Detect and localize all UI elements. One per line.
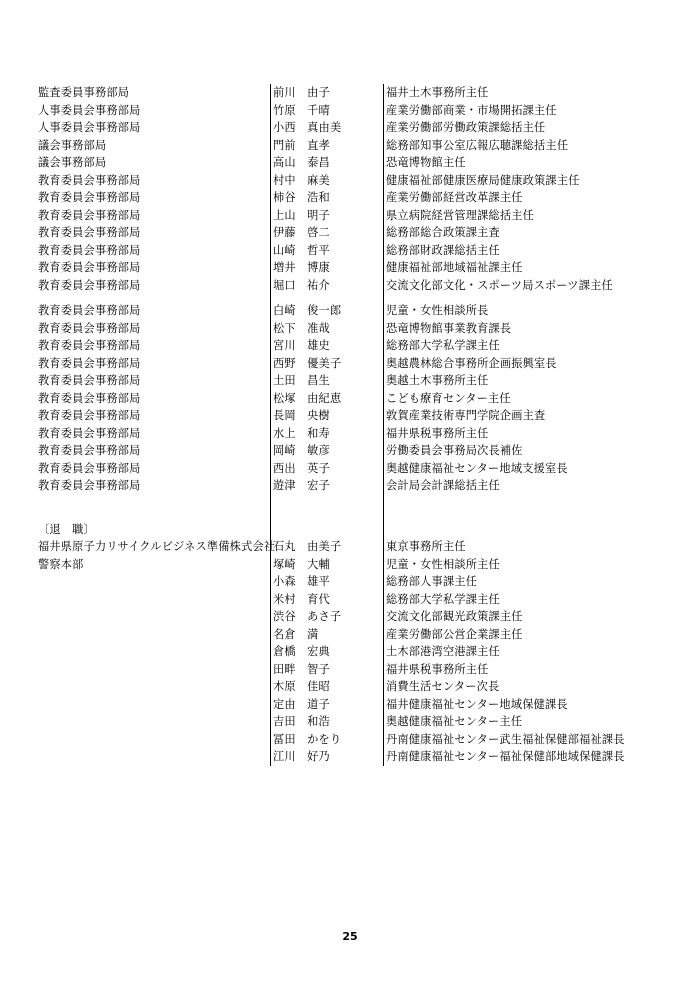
- row-name: 渋谷 あさ子: [273, 610, 342, 623]
- row-position: 総務部人事課主任: [386, 575, 478, 588]
- row-organization: 教育委員会事務部局: [38, 321, 141, 335]
- table-row: [38, 154, 630, 172]
- row-organization: [38, 678, 270, 696]
- section-label: 〔退 職〕: [38, 522, 95, 536]
- row-position: 産業労働部商業・市場開拓課主任: [386, 103, 557, 117]
- table-row: [38, 320, 630, 338]
- table-row: [38, 591, 630, 609]
- row-position: 奥越健康福祉センター地域支援室長: [386, 461, 568, 475]
- row-name: 上山 明子: [273, 208, 330, 222]
- row-organization: 教育委員会事務部局: [38, 356, 141, 370]
- section-label-row: [38, 521, 630, 539]
- row-position: 会計局会計課総括主任: [386, 479, 500, 492]
- table-row: [38, 372, 630, 390]
- row-organization: 人事委員会事務部局: [38, 121, 141, 134]
- row-name: 遊津 宏子: [273, 479, 330, 492]
- row-position: 県立病院経営管理課総括主任: [386, 208, 535, 222]
- table-row: [38, 643, 630, 661]
- row-name: 長岡 央樹: [273, 409, 330, 422]
- row-organization: 教育委員会事務部局: [38, 479, 141, 492]
- row-position: 福井健康福祉センター地域保健課長: [386, 697, 568, 711]
- row-name: 冨田 かをり: [273, 732, 342, 746]
- row-organization: [38, 696, 270, 714]
- row-position: 健康福祉部健康医療局健康政策課主任: [386, 173, 580, 187]
- row-organization: 教育委員会事務部局: [38, 278, 141, 292]
- row-position: 総務部総合政策課主査: [386, 226, 500, 239]
- row-name: 西出 英子: [273, 461, 330, 475]
- row-position: 福井県税事務所主任: [386, 662, 489, 676]
- row-position: 福井県税事務所主任: [386, 426, 489, 440]
- row-name: 松塚 由紀恵: [273, 391, 342, 405]
- row-name: 吉田 和浩: [273, 715, 330, 728]
- row-organization: 教育委員会事務部局: [38, 243, 141, 257]
- row-name: 伊藤 啓二: [273, 226, 330, 239]
- section-gap: [38, 495, 630, 521]
- row-name: 定由 道子: [273, 697, 330, 711]
- table-row: [38, 259, 630, 277]
- table-row: [38, 608, 630, 626]
- table-row: [38, 425, 630, 443]
- row-position: 恐竜博物館事業教育課長: [386, 321, 512, 335]
- row-name: 村中 麻美: [273, 173, 330, 187]
- table-row: [38, 390, 630, 408]
- row-position: 奥越土木事務所主任: [386, 374, 489, 387]
- row-organization: [38, 661, 270, 679]
- row-name: 高山 泰昌: [273, 156, 330, 169]
- roster-table: [38, 84, 630, 766]
- row-position: 産業労働部公営企業課主任: [386, 627, 523, 641]
- row-organization: 人事委員会事務部局: [38, 103, 141, 117]
- row-position: 産業労働部労働政策課総括主任: [386, 121, 546, 134]
- row-position: 奥越農林総合事務所企画振興室長: [386, 356, 557, 370]
- row-name: 倉橋 宏典: [273, 645, 330, 658]
- row-name: 竹原 千晴: [273, 103, 330, 117]
- row-organization: 教育委員会事務部局: [38, 226, 141, 239]
- table-row: [38, 477, 630, 495]
- row-organization: 福井県原子力リサイクルビジネス準備株式会社: [38, 540, 276, 553]
- row-name: 柿谷 浩和: [273, 191, 330, 204]
- table-row: [38, 242, 630, 260]
- row-organization: [38, 748, 270, 766]
- table-row: [38, 224, 630, 242]
- table-row: [38, 355, 630, 373]
- row-position: 総務部知事公室広報広聴課総括主任: [386, 138, 569, 152]
- row-organization: 教育委員会事務部局: [38, 173, 141, 187]
- row-name: 石丸 由美子: [273, 540, 342, 553]
- table-row: [38, 189, 630, 207]
- row-organization: [38, 626, 270, 644]
- row-organization: 警察本部: [38, 557, 84, 571]
- roster-table-container: [38, 84, 630, 766]
- row-position: 総務部大学私学課主任: [386, 339, 500, 352]
- table-row: [38, 661, 630, 679]
- table-row: [38, 442, 630, 460]
- row-position: 労働委員会事務局次長補佐: [386, 444, 523, 457]
- row-position: 消費生活センター次長: [386, 680, 500, 693]
- row-name: 前川 由子: [273, 86, 330, 99]
- row-position: 福井土木事務所主任: [386, 86, 489, 99]
- row-organization: [38, 608, 270, 626]
- row-name: 土田 昌生: [273, 374, 330, 387]
- row-organization: [38, 731, 270, 749]
- row-organization: 議会事務部局: [38, 138, 107, 152]
- row-organization: 教育委員会事務部局: [38, 261, 141, 274]
- row-organization: [38, 591, 270, 609]
- row-name: 白崎 俊一郎: [273, 304, 342, 317]
- row-organization: [38, 573, 270, 591]
- table-row: [38, 626, 630, 644]
- row-name: 江川 好乃: [273, 750, 330, 763]
- row-name: 水上 和寿: [273, 426, 330, 440]
- row-name: 西野 優美子: [273, 356, 342, 370]
- row-position: 丹南健康福祉センター武生福祉保健部福祉課長: [386, 732, 625, 746]
- row-name: 名倉 満: [273, 627, 319, 641]
- row-name: 米村 育代: [273, 592, 330, 606]
- row-name: 堀口 祐介: [273, 278, 330, 292]
- table-row: [38, 277, 630, 295]
- table-row: [38, 696, 630, 714]
- table-row: [38, 678, 630, 696]
- table-row: [38, 556, 630, 574]
- table-row: [38, 748, 630, 766]
- row-position: 奥越健康福祉センター主任: [386, 715, 523, 728]
- row-organization: 教育委員会事務部局: [38, 374, 141, 387]
- row-name: 小森 雄平: [273, 575, 330, 588]
- row-position: こども療育センター主任: [386, 391, 511, 405]
- row-organization: [38, 643, 270, 661]
- row-position: 丹南健康福祉センター福祉保健部地域保健課長: [386, 750, 625, 763]
- row-position: 健康福祉部地域福祉課主任: [386, 261, 523, 274]
- row-position: 児童・女性相談所主任: [386, 557, 500, 571]
- table-row: [38, 731, 630, 749]
- roster-body: [38, 84, 630, 766]
- row-organization: 議会事務部局: [38, 156, 107, 169]
- row-position: 総務部財政課総括主任: [386, 243, 500, 257]
- table-row: [38, 207, 630, 225]
- row-name: 宮川 雄史: [273, 339, 330, 352]
- row-position: 東京事務所主任: [386, 540, 466, 553]
- table-row: [38, 102, 630, 120]
- row-position: 産業労働部経営改革課主任: [386, 191, 523, 204]
- table-row: [38, 337, 630, 355]
- row-name: 田畔 智子: [273, 662, 330, 676]
- row-name: 木原 佳昭: [273, 680, 330, 693]
- table-row: [38, 573, 630, 591]
- table-row: [38, 538, 630, 556]
- table-row: [38, 302, 630, 320]
- table-row: [38, 84, 630, 102]
- row-position: 交流文化部文化・スポーツ局スポーツ課主任: [386, 278, 613, 292]
- table-row: [38, 137, 630, 155]
- row-organization: 教育委員会事務部局: [38, 191, 141, 204]
- row-position: 恐竜博物館主任: [386, 156, 466, 169]
- row-name: 岡崎 敏彦: [273, 444, 330, 457]
- row-spacer: [38, 294, 630, 302]
- row-organization: 教育委員会事務部局: [38, 339, 141, 352]
- row-organization: 教育委員会事務部局: [38, 391, 141, 405]
- row-organization: 教育委員会事務部局: [38, 409, 141, 422]
- row-name: 松下 准哉: [273, 321, 330, 335]
- row-name: 塚崎 大輔: [273, 557, 330, 571]
- row-position: 総務部大学私学課主任: [386, 592, 500, 606]
- row-organization: 教育委員会事務部局: [38, 444, 141, 457]
- row-position: 敦賀産業技術専門学院企画主査: [386, 409, 546, 422]
- page-number: 25: [342, 930, 358, 943]
- row-organization: 監査委員事務部局: [38, 86, 130, 99]
- table-row: [38, 460, 630, 478]
- row-position: 土木部港湾空港課主任: [386, 645, 500, 658]
- row-organization: [38, 713, 270, 731]
- row-organization: 教育委員会事務部局: [38, 461, 141, 475]
- table-row: [38, 172, 630, 190]
- row-organization: 教育委員会事務部局: [38, 208, 141, 222]
- row-name: 山崎 哲平: [273, 243, 330, 257]
- table-row: [38, 119, 630, 137]
- row-organization: 教育委員会事務部局: [38, 304, 141, 317]
- table-row: [38, 713, 630, 731]
- table-row: [38, 407, 630, 425]
- row-name: 増井 博康: [273, 261, 330, 274]
- row-name: 門前 直孝: [273, 138, 330, 152]
- row-organization: 教育委員会事務部局: [38, 426, 141, 440]
- row-position: 児童・女性相談所長: [386, 304, 489, 317]
- row-name: 小西 真由美: [273, 121, 342, 134]
- row-position: 交流文化部観光政策課主任: [386, 610, 523, 623]
